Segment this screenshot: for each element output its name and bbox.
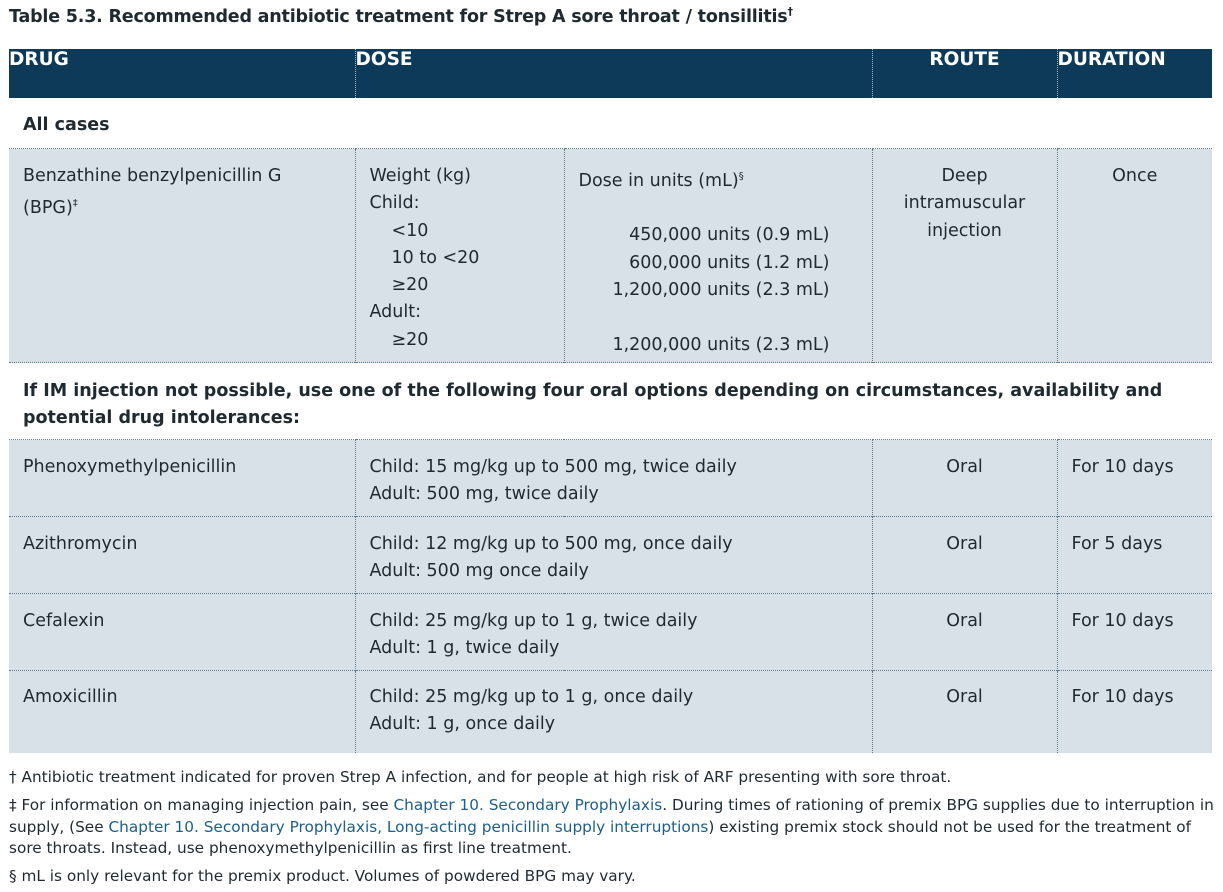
section-oral-label: If IM injection not possible, use one of the following four oral options depending on circumstances, availability and potential drug intolerances: — [9, 363, 1212, 440]
bpg-weight-cell — [355, 149, 564, 363]
bpg-dose-1: 450,000 units (0.9 mL) — [629, 225, 830, 246]
duration-cell: For 10 days — [1057, 594, 1212, 671]
header-row — [9, 49, 1212, 98]
dose-adult: Adult: 1 g, once daily — [369, 714, 556, 735]
bpg-dose-4: 1,200,000 units (2.3 mL) — [612, 334, 830, 355]
bpg-route-line3: injection — [927, 220, 1002, 241]
spacer — [579, 195, 858, 222]
table-row — [9, 440, 1212, 517]
footnote-section: § mL is only relevant for the premix product. Volumes of powdered BPG may vary. — [9, 867, 636, 885]
header-dose: DOSE — [355, 49, 872, 98]
bpg-drug-cell — [9, 149, 355, 363]
bpg-route-line2: intramuscular — [903, 193, 1026, 214]
dose-adult: Adult: 1 g, twice daily — [369, 638, 560, 659]
route-cell: Oral — [872, 594, 1057, 671]
dose-child: Child: 12 mg/kg up to 500 mg, once daily — [369, 534, 733, 554]
duration-cell: For 5 days — [1057, 517, 1212, 594]
drug-cell: Amoxicillin — [9, 671, 355, 754]
dose-cell — [355, 517, 872, 594]
spacer — [579, 304, 858, 331]
route-cell: Oral — [872, 517, 1057, 594]
header-route: ROUTE — [872, 49, 1057, 98]
section-all-cases-label: All cases — [9, 98, 1212, 149]
bpg-weight-2: 10 to <20 — [391, 247, 480, 268]
table-row — [9, 517, 1212, 594]
dose-cell — [355, 671, 872, 754]
drug-cell: Phenoxymethylpenicillin — [9, 440, 355, 517]
bpg-units-header: Dose in units (mL) — [578, 170, 739, 191]
title-footnote-mark: † — [787, 5, 793, 18]
table-title — [9, 5, 793, 27]
dose-adult: Adult: 500 mg once daily — [369, 561, 589, 582]
bpg-drug-name: Benzathine benzylpenicillin G — [23, 166, 282, 186]
bpg-units-header-line — [579, 163, 858, 195]
table-title-text: Table 5.3. Recommended antibiotic treatment for Strep A sore throat / tonsillitis — [9, 6, 788, 27]
route-cell: Oral — [872, 671, 1057, 754]
route-cell: Oral — [872, 440, 1057, 517]
link-supply-interruptions[interactable]: Chapter 10. Secondary Prophylaxis, Long-acting penicillin supply interruptions — [108, 817, 709, 836]
bpg-weight-header: Weight (kg) — [369, 166, 471, 186]
footnote-double-dagger — [9, 795, 1214, 860]
bpg-weight-4: ≥20 — [391, 329, 429, 350]
table-row-bpg — [9, 149, 1212, 363]
bpg-route-line1: Deep — [941, 166, 988, 186]
bpg-route-cell — [872, 149, 1057, 363]
drug-cell: Azithromycin — [9, 517, 355, 594]
section-oral-options — [9, 363, 1212, 440]
duration-cell: For 10 days — [1057, 440, 1212, 517]
table-row — [9, 671, 1212, 754]
section-all-cases — [9, 98, 1212, 149]
dose-child: Child: 15 mg/kg up to 500 mg, twice daily — [369, 457, 737, 477]
units-footnote-mark: § — [738, 171, 744, 182]
dose-adult: Adult: 500 mg, twice daily — [369, 484, 599, 505]
drug-cell: Cefalexin — [9, 594, 355, 671]
bpg-duration-cell: Once — [1057, 149, 1212, 363]
bpg-units-cell — [564, 149, 872, 363]
bpg-dose-2: 600,000 units (1.2 mL) — [629, 252, 830, 273]
bpg-child-label: Child: — [369, 193, 420, 214]
bpg-weight-1: <10 — [391, 220, 429, 241]
duration-cell: For 10 days — [1057, 671, 1212, 754]
dose-child: Child: 25 mg/kg up to 1 g, twice daily — [369, 611, 698, 631]
header-drug: DRUG — [9, 49, 355, 98]
bpg-dose-3: 1,200,000 units (2.3 mL) — [612, 280, 830, 301]
bpg-footnote-mark: ‡ — [72, 198, 78, 210]
table-row — [9, 594, 1212, 671]
footnote-text: . During times of rationing of premix BPG supplies due to interruption in supply, (See — [9, 796, 1214, 836]
antibiotic-table — [9, 49, 1212, 753]
bpg-drug-abbrev: (BPG) — [23, 198, 73, 219]
dose-child: Child: 25 mg/kg up to 1 g, once daily — [369, 687, 694, 707]
footnote-text: ‡ For information on managing injection pain, see — [9, 796, 394, 814]
footnote-text: ) existing premix stock should not be used for the treatment of sore throats. Instead, use phenoxymethylpenicillin as first line treatment. — [9, 817, 1192, 857]
dose-cell — [355, 440, 872, 517]
dose-cell — [355, 594, 872, 671]
footnote-dagger: † Antibiotic treatment indicated for proven Strep A infection, and for people at high risk of ARF presenting with sore throat. — [9, 768, 952, 786]
link-secondary-prophylaxis[interactable]: Chapter 10. Secondary Prophylaxis — [393, 796, 663, 814]
bpg-drug-abbrev-line — [23, 190, 341, 222]
bpg-weight-3: ≥20 — [391, 275, 429, 296]
header-duration: DURATION — [1057, 49, 1212, 98]
bpg-adult-label: Adult: — [369, 302, 421, 323]
